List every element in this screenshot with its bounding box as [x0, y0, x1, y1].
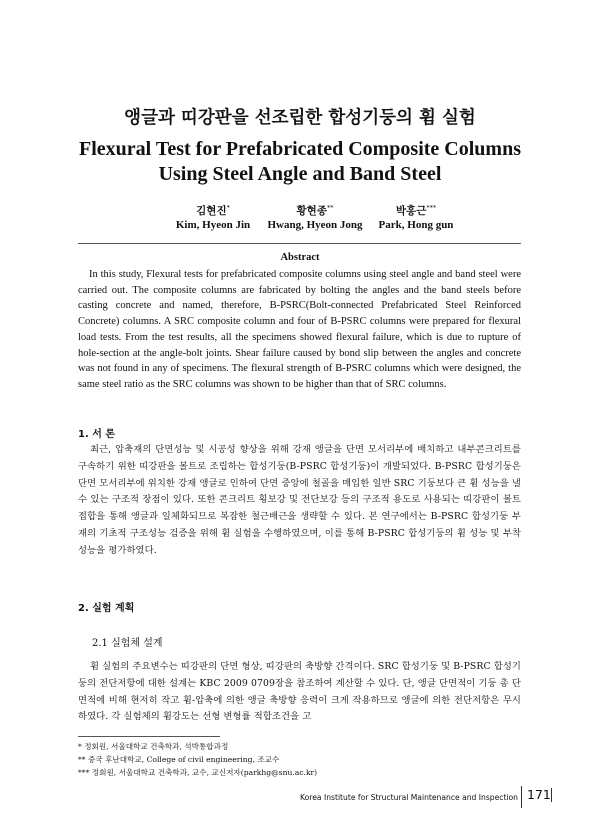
korean-title: 앵글과 띠강판을 선조립한 합성기둥의 휨 실험	[124, 108, 476, 128]
english-title	[0, 137, 600, 187]
footer-separator	[521, 786, 522, 808]
author-english-name: Park, Hong gun	[378, 219, 454, 231]
author-english-name: Kim, Hyeon Jin	[175, 219, 251, 231]
page-number: 171	[527, 787, 551, 802]
page-number-bar	[551, 788, 552, 802]
author-korean-name: 박홍근***	[395, 203, 437, 217]
footnote: *** 정회원, 서울대학교 건축학과, 교수, 교신저자(parkhg@snu.ac.kr)	[78, 768, 318, 777]
footnote: ** 중국 후난대학교, College of civil engineering, 조교수	[78, 755, 280, 764]
author-mark: **	[326, 203, 334, 212]
english-title-line-1: Flexural Test for Prefabricated Composite Columns	[78, 138, 521, 160]
footnote-divider	[78, 736, 220, 737]
abstract-body: In this study, Flexural tests for prefabricated composite columns using steel angle and band steel were carried out. The composite columns are fabricated by bolting the angles and the band steels before casting concrete and named, therefore, B-PSRC(Bolt-connected Prefabricated Steel Reinforced Concrete) columns. A SRC composite column and four of B-PSRC columns were prepared for flexural load tests. From the test results, all the specimens showed flexural failure, which is due to rupture of hole-section at the angle-bolt joints. Shear failure caused by bond slip between the angles and concrete was not found in any of specimens. The flexural strength of B-PSRC columns which were designed, the same steel ratio as the SRC columns was shown to be higher than that of SRC columns.	[78, 269, 521, 390]
introduction-paragraph: 최근, 압축재의 단면성능 및 시공성 향상을 위해 강재 앵글을 단면 모서리부에 배치하고 내부콘크리트를 구속하기 위한 띠강판을 볼트로 조립하는 합성기둥(B-PSRC 합성기둥)이 개발되었다. B-PSRC 합성기둥은 단면 모서리부에 위치한 강재 앵글로 인하여 단면 중앙에 철골을 매입한 일반 SRC 기둥보다 큰 휨 성능을 낼 수 있는 구조적 장점이 있다. 또한 콘크리트 횡보강 및 전단보강 등의 구조적 용도로 사용되는 띠강판이 볼트접합을 통해 앵글과 일체화되므로 복잡한 철근배근을 생략할 수 있다. 본 연구에서는 B-PSRC 합성기둥 부재의 기초적 구조성능 검증을 위해 휨 실험을 수행하였으며, 이를 통해 B-PSRC 합성기둥의 휨 성능 및 부착성능을 평가하였다.	[78, 444, 521, 556]
author-mark: ***	[426, 203, 437, 212]
footnote: * 정회원, 서울대학교 건축학과, 석박통합과정	[78, 742, 229, 751]
section-heading-test-plan: 2. 실험 계획	[78, 603, 135, 614]
journal-name: Korea Institute for Structural Maintenance and Inspection	[300, 793, 518, 802]
author-korean-name: 황현종**	[296, 203, 334, 217]
english-title-line-2: Using Steel Angle and Band Steel	[158, 163, 442, 185]
author-3	[351, 203, 481, 231]
author-english-name: Hwang, Hyeon Jong	[267, 219, 363, 231]
subsection-heading-specimen-design: 2.1 실험체 설계	[92, 638, 163, 649]
section-heading-introduction: 1. 서 론	[78, 429, 116, 440]
specimen-design-paragraph: 휨 실험의 주요변수는 띠강판의 단면 형상, 띠강판의 축방향 간격이다. SRC 합성기둥 및 B-PSRC 합성기둥의 전단저항에 대한 설계는 KBC 2009 0709장을 참조하여 계산할 수 있다. 단, 앵글 단면적이 기둥 총 단면적에 비해 현저히 작고 휨-압축에 의한 앵글 축방향 응력이 크게 작용하므로 앵글에 의한 전단저항은 무시하였다. 각 실험체의 휨강도는 선형 변형률 적합조건을 고	[78, 661, 522, 723]
author-korean-name: 김현진*	[196, 203, 230, 217]
author-mark: *	[226, 203, 230, 212]
abstract-heading: Abstract	[280, 252, 320, 263]
header-divider	[78, 243, 521, 244]
